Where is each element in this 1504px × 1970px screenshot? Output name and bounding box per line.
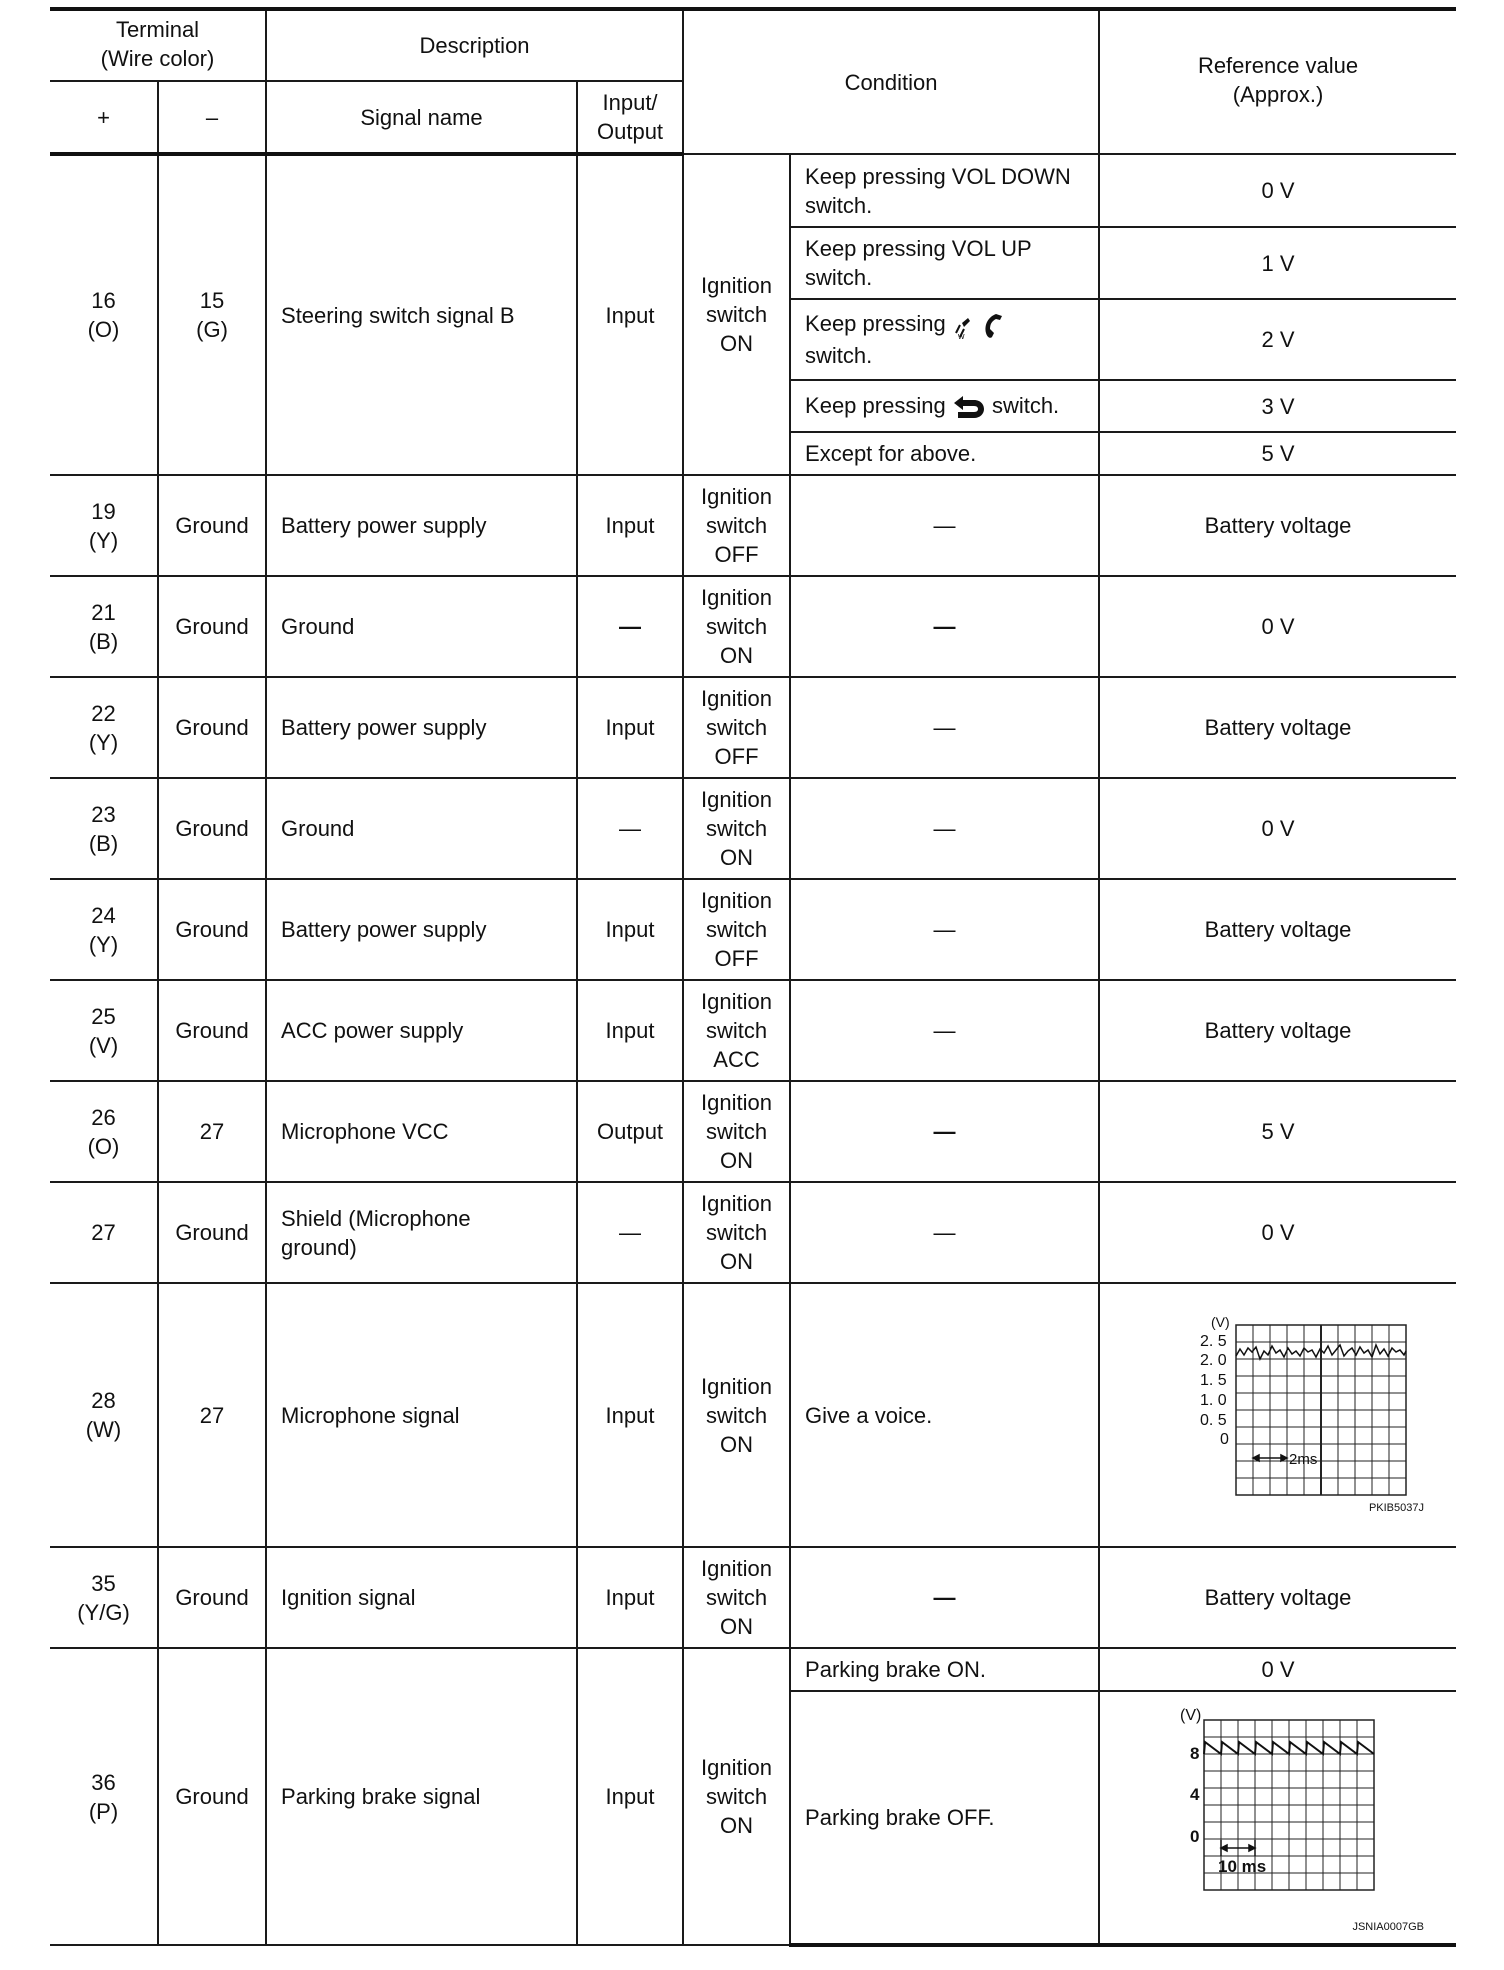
signal-name-cell <box>266 1283 577 1547</box>
ignition-label: Ignition <box>701 1090 772 1115</box>
io-value: Input <box>605 917 655 942</box>
reference-value: Battery voltage <box>1204 513 1352 538</box>
dash: — <box>933 917 956 942</box>
minus-terminal-cell <box>158 1081 266 1182</box>
condition-cell <box>790 432 1099 475</box>
signal-name-cell <box>266 879 577 980</box>
wire-color: (B) <box>88 830 119 856</box>
reference-value-cell <box>1099 1547 1456 1648</box>
terminal-number: 25 <box>91 1003 116 1029</box>
minus-terminal-cell <box>158 154 266 475</box>
reference-value: 3 V <box>1261 393 1295 419</box>
dash: — <box>619 1220 642 1245</box>
signal-name-cell <box>266 1081 577 1182</box>
signal-name-cell <box>266 778 577 879</box>
condition-text: Keep pressing VOL DOWN <box>805 163 1071 189</box>
y-tick-label: 0 <box>1220 1431 1229 1448</box>
io-value: Output <box>597 1119 664 1144</box>
condition-text: Keep pressing <box>805 311 946 337</box>
dash: — <box>619 614 642 639</box>
signal-name-cell <box>266 1648 577 1945</box>
io-value: Input <box>605 302 655 328</box>
terminal-number: 15 <box>199 288 225 313</box>
minus-terminal-cell <box>158 980 266 1081</box>
condition-cell <box>790 879 1099 980</box>
reference-value: 1 V <box>1261 250 1295 276</box>
ignition-state: OFF <box>714 542 759 567</box>
terminal-spec-document <box>50 7 1456 1947</box>
plus-terminal-cell <box>50 1081 158 1182</box>
table-row-35 <box>50 1547 1456 1648</box>
ignition-state: ACC <box>713 1047 760 1072</box>
minus-terminal-cell <box>158 1182 266 1283</box>
switch-label: switch <box>705 614 768 639</box>
terminal-number: 24 <box>91 902 116 928</box>
condition-cell <box>790 380 1099 432</box>
reference-value: 0 V <box>1261 614 1295 639</box>
condition-text: Give a voice. <box>805 1402 933 1428</box>
approx-label: (Approx.) <box>1232 82 1324 107</box>
io-cell <box>577 879 683 980</box>
reference-value-cell <box>1099 1283 1456 1547</box>
y-tick-label: 1. 0 <box>1200 1392 1227 1409</box>
svg-text:w: w <box>957 330 965 341</box>
minus-terminal-cell <box>158 879 266 980</box>
figure-id: JSNIA0007GB <box>1352 1920 1425 1933</box>
header-row-1 <box>50 9 1456 81</box>
ignition-label: Ignition <box>701 1556 772 1581</box>
condition-cell <box>790 227 1099 299</box>
condition-cell <box>790 1547 1099 1648</box>
ignition-state: OFF <box>714 744 759 769</box>
condition-text: Keep pressing VOL UP <box>805 236 1032 261</box>
plus-header <box>50 81 158 154</box>
ignition-label: Ignition <box>701 686 772 711</box>
ignition-cell <box>683 154 790 475</box>
ignition-label: Ignition <box>701 1191 772 1216</box>
terminal-number: 27 <box>199 1119 225 1144</box>
wire-color: (Y/G) <box>77 1599 130 1625</box>
table-row-16 <box>50 154 1456 227</box>
io-value: Input <box>605 513 655 538</box>
dash: — <box>619 816 642 841</box>
minus-terminal-cell <box>158 1283 266 1547</box>
signal-name-cell <box>266 154 577 475</box>
ignition-cell <box>683 1081 790 1182</box>
plus-terminal-cell <box>50 576 158 677</box>
reference-value-cell <box>1099 154 1456 227</box>
ground-label: Ground <box>175 816 249 841</box>
switch-label: switch <box>705 302 768 327</box>
io-cell <box>577 1081 683 1182</box>
back-arrow-icon <box>952 395 986 421</box>
dash: — <box>933 715 956 740</box>
signal-name: ground) <box>281 1234 357 1260</box>
minus-terminal-cell <box>158 778 266 879</box>
io-cell <box>577 475 683 576</box>
ignition-cell <box>683 1182 790 1283</box>
ignition-state: ON <box>720 1614 754 1639</box>
ignition-cell <box>683 475 790 576</box>
ignition-state: ON <box>720 845 754 870</box>
condition-text: Parking brake ON. <box>805 1657 986 1682</box>
description-label: Description <box>419 33 530 58</box>
minus-terminal-cell <box>158 576 266 677</box>
plus-terminal-cell <box>50 1547 158 1648</box>
y-unit-label: (V) <box>1180 1706 1202 1724</box>
io-cell <box>577 576 683 677</box>
plus-terminal-cell <box>50 154 158 475</box>
terminal-number: 27 <box>199 1402 225 1428</box>
reference-value-cell <box>1099 980 1456 1081</box>
terminal-number: 28 <box>91 1388 116 1413</box>
terminal-number: 36 <box>91 1769 116 1795</box>
table-row-22 <box>50 677 1456 778</box>
ignition-state: OFF <box>714 946 759 971</box>
dash: — <box>933 1119 956 1144</box>
ground-label: Ground <box>175 513 249 538</box>
terminal-number: 35 <box>91 1570 116 1596</box>
y-tick-label: 2. 5 <box>1200 1333 1227 1350</box>
parking-brake-waveform-figure <box>1128 1702 1428 1934</box>
ignition-label: Ignition <box>701 484 772 509</box>
switch-label: switch <box>705 1220 768 1245</box>
reference-value-cell <box>1099 1648 1456 1691</box>
signal-name: Microphone VCC <box>281 1119 449 1144</box>
ground-label: Ground <box>175 614 249 639</box>
wire-color: (W) <box>85 1417 122 1442</box>
switch-label: switch <box>705 816 768 841</box>
condition-cell <box>790 299 1099 380</box>
io-cell <box>577 677 683 778</box>
condition-text: Parking brake OFF. <box>805 1805 995 1830</box>
io-value: Input <box>605 1585 655 1610</box>
io-value: Input <box>605 1784 655 1809</box>
condition-text: switch. <box>805 265 873 290</box>
switch-label: switch <box>705 1585 768 1610</box>
signal-name-cell <box>266 1547 577 1648</box>
reference-value: 5 V <box>1261 1119 1295 1144</box>
condition-cell <box>790 1182 1099 1283</box>
switch-label: switch <box>705 917 768 942</box>
table-row-36 <box>50 1648 1456 1691</box>
description-header <box>266 9 683 81</box>
reference-value-cell <box>1099 299 1456 380</box>
condition-text: Except for above. <box>805 441 977 466</box>
wire-color: (Y) <box>88 729 119 755</box>
reference-value-cell <box>1099 778 1456 879</box>
ignition-label: Ignition <box>701 1373 772 1399</box>
ignition-cell <box>683 879 790 980</box>
wire-color-label: (Wire color) <box>100 46 215 71</box>
ignition-state: ON <box>720 1249 754 1274</box>
dash: — <box>933 614 956 639</box>
ignition-cell <box>683 778 790 879</box>
plus-terminal-cell <box>50 879 158 980</box>
reference-value-cell <box>1099 432 1456 475</box>
minus-terminal-cell <box>158 1547 266 1648</box>
io-cell <box>577 1283 683 1547</box>
ground-label: Ground <box>175 917 249 942</box>
signal-name: Battery power supply <box>281 715 487 740</box>
minus-terminal-cell <box>158 1648 266 1945</box>
reference-value: 0 V <box>1261 178 1295 203</box>
signal-name-cell <box>266 980 577 1081</box>
switch-label: switch <box>705 1119 768 1144</box>
signal-name-label: Signal name <box>360 104 483 130</box>
signal-name: Parking brake signal <box>281 1784 481 1809</box>
table-row-19 <box>50 475 1456 576</box>
wire-color: (B) <box>88 628 119 654</box>
condition-cell <box>790 154 1099 227</box>
ground-label: Ground <box>175 1220 249 1245</box>
wire-color: (O) <box>87 1133 120 1159</box>
ignition-state: ON <box>720 1148 754 1173</box>
io-value: Input <box>605 1018 655 1043</box>
y-tick-label: 0. 5 <box>1200 1412 1227 1429</box>
io-label-line2: Output <box>597 119 664 144</box>
y-tick-label: 4 <box>1190 1784 1200 1804</box>
condition-cell <box>790 475 1099 576</box>
condition-cell <box>790 1283 1099 1547</box>
signal-name: Battery power supply <box>281 513 487 538</box>
signal-name-cell <box>266 1182 577 1283</box>
voice-phone-icon <box>952 311 1008 341</box>
switch-label: switch <box>705 1784 768 1809</box>
terminal-spec-table <box>50 7 1456 1947</box>
signal-name: Ground <box>281 614 355 639</box>
reference-value-cell <box>1099 380 1456 432</box>
figure-id: PKIB5037J <box>1369 1502 1425 1514</box>
table-row-23 <box>50 778 1456 879</box>
io-cell <box>577 1648 683 1945</box>
reference-value: Battery voltage <box>1204 715 1352 740</box>
reference-value-label: Reference value <box>1197 53 1359 78</box>
minus-terminal-cell <box>158 677 266 778</box>
signal-name-cell <box>266 677 577 778</box>
terminal-label: Terminal <box>115 17 200 42</box>
ground-label: Ground <box>175 1018 249 1043</box>
table-row-28 <box>50 1283 1456 1547</box>
reference-value: 0 V <box>1261 1220 1295 1245</box>
reference-value: 2 V <box>1261 327 1295 352</box>
reference-value-cell <box>1099 1691 1456 1945</box>
plus-terminal-cell <box>50 1182 158 1283</box>
reference-value-cell <box>1099 677 1456 778</box>
reference-value: 0 V <box>1261 1657 1295 1682</box>
io-cell <box>577 1182 683 1283</box>
reference-value-cell <box>1099 1182 1456 1283</box>
io-value: Input <box>605 1402 655 1428</box>
io-cell <box>577 980 683 1081</box>
wire-color: (G) <box>196 317 228 342</box>
ignition-cell <box>683 980 790 1081</box>
y-tick-label: 1. 5 <box>1200 1372 1227 1389</box>
minus-label: – <box>205 104 219 130</box>
reference-value: 0 V <box>1261 816 1295 841</box>
signal-name-cell <box>266 475 577 576</box>
table-row-25 <box>50 980 1456 1081</box>
ignition-cell <box>683 1283 790 1547</box>
dash: — <box>933 1220 956 1245</box>
switch-label: switch <box>705 1402 768 1428</box>
condition-cell <box>790 1081 1099 1182</box>
plus-terminal-cell <box>50 475 158 576</box>
io-value: Input <box>605 715 655 740</box>
ignition-label: Ignition <box>701 787 772 812</box>
reference-value-cell <box>1099 879 1456 980</box>
reference-value-cell <box>1099 1081 1456 1182</box>
terminal-number: 19 <box>91 498 116 524</box>
terminal-number: 27 <box>91 1220 116 1245</box>
reference-value-header <box>1099 9 1456 154</box>
wire-color: (V) <box>88 1032 119 1058</box>
wire-color: (Y) <box>88 931 119 957</box>
signal-name-cell <box>266 576 577 677</box>
condition-text: switch. <box>805 192 873 218</box>
io-label-line1: Input/ <box>602 90 658 115</box>
wire-color: (Y) <box>88 527 119 553</box>
table-row-26 <box>50 1081 1456 1182</box>
y-tick-label: 0 <box>1190 1826 1200 1846</box>
ignition-label: Ignition <box>701 1755 772 1780</box>
ignition-cell <box>683 1547 790 1648</box>
wire-color: (P) <box>88 1798 119 1824</box>
io-cell <box>577 778 683 879</box>
input-output-header <box>577 81 683 154</box>
microphone-waveform-figure <box>1128 1315 1428 1515</box>
terminal-header <box>50 9 266 81</box>
dash: — <box>933 816 956 841</box>
table-row-21 <box>50 576 1456 677</box>
ignition-state: ON <box>720 1431 754 1457</box>
ignition-state: ON <box>720 1813 754 1838</box>
time-scale-label: 2ms <box>1289 1451 1318 1468</box>
condition-text: switch. <box>991 393 1060 419</box>
ignition-cell <box>683 677 790 778</box>
table-row-24 <box>50 879 1456 980</box>
reference-value: Battery voltage <box>1204 917 1352 942</box>
plus-terminal-cell <box>50 1283 158 1547</box>
switch-label: switch <box>705 1018 768 1043</box>
ignition-cell <box>683 576 790 677</box>
y-unit-label: (V) <box>1211 1315 1230 1330</box>
condition-cell <box>790 980 1099 1081</box>
ignition-state: ON <box>720 331 754 356</box>
io-cell <box>577 1547 683 1648</box>
ignition-label: Ignition <box>701 989 772 1014</box>
condition-label: Condition <box>844 69 938 95</box>
signal-name-header <box>266 81 577 154</box>
condition-cell <box>790 1648 1099 1691</box>
plus-terminal-cell <box>50 778 158 879</box>
plus-terminal-cell <box>50 677 158 778</box>
reference-value: Battery voltage <box>1204 1018 1352 1043</box>
time-scale-label: 10 ms <box>1218 1856 1267 1876</box>
plus-terminal-cell <box>50 1648 158 1945</box>
condition-text: Keep pressing <box>805 393 946 419</box>
condition-text: switch. <box>805 342 873 368</box>
signal-name: Ignition signal <box>281 1585 416 1610</box>
ignition-cell <box>683 1648 790 1945</box>
ground-label: Ground <box>175 715 249 740</box>
ignition-label: Ignition <box>701 273 772 298</box>
reference-value-cell <box>1099 227 1456 299</box>
condition-cell <box>790 576 1099 677</box>
terminal-number: 21 <box>91 599 116 625</box>
terminal-number: 26 <box>91 1104 116 1130</box>
reference-value: Battery voltage <box>1204 1585 1352 1610</box>
dash: — <box>933 1585 956 1610</box>
dash: — <box>933 1018 956 1043</box>
ground-label: Ground <box>175 1784 249 1809</box>
io-cell <box>577 154 683 475</box>
signal-name: Ground <box>281 816 355 841</box>
reference-value: 5 V <box>1261 441 1295 466</box>
minus-header <box>158 81 266 154</box>
y-tick-label: 2. 0 <box>1200 1352 1227 1369</box>
minus-terminal-cell <box>158 475 266 576</box>
terminal-number: 22 <box>91 700 116 726</box>
ignition-label: Ignition <box>701 888 772 913</box>
switch-label: switch <box>705 715 768 740</box>
switch-label: switch <box>705 513 768 538</box>
wire-color: (O) <box>87 317 120 342</box>
table-row-27 <box>50 1182 1456 1283</box>
ignition-label: Ignition <box>701 585 772 610</box>
reference-value-cell <box>1099 576 1456 677</box>
plus-label: + <box>97 104 110 130</box>
y-tick-label: 8 <box>1190 1743 1200 1763</box>
signal-name: Shield (Microphone <box>281 1205 471 1231</box>
plus-terminal-cell <box>50 980 158 1081</box>
condition-cell <box>790 677 1099 778</box>
signal-name: ACC power supply <box>281 1018 464 1043</box>
condition-cell <box>790 1691 1099 1945</box>
condition-header <box>683 9 1099 154</box>
terminal-number: 16 <box>91 288 116 313</box>
signal-name: Steering switch signal B <box>281 302 515 328</box>
dash: — <box>933 513 956 538</box>
condition-cell <box>790 778 1099 879</box>
terminal-number: 23 <box>91 801 116 827</box>
ground-label: Ground <box>175 1585 249 1610</box>
signal-name: Battery power supply <box>281 917 487 942</box>
ignition-state: ON <box>720 643 754 668</box>
parking-brake-waveform-trace <box>1204 1742 1374 1754</box>
signal-name: Microphone signal <box>281 1402 460 1428</box>
reference-value-cell <box>1099 475 1456 576</box>
